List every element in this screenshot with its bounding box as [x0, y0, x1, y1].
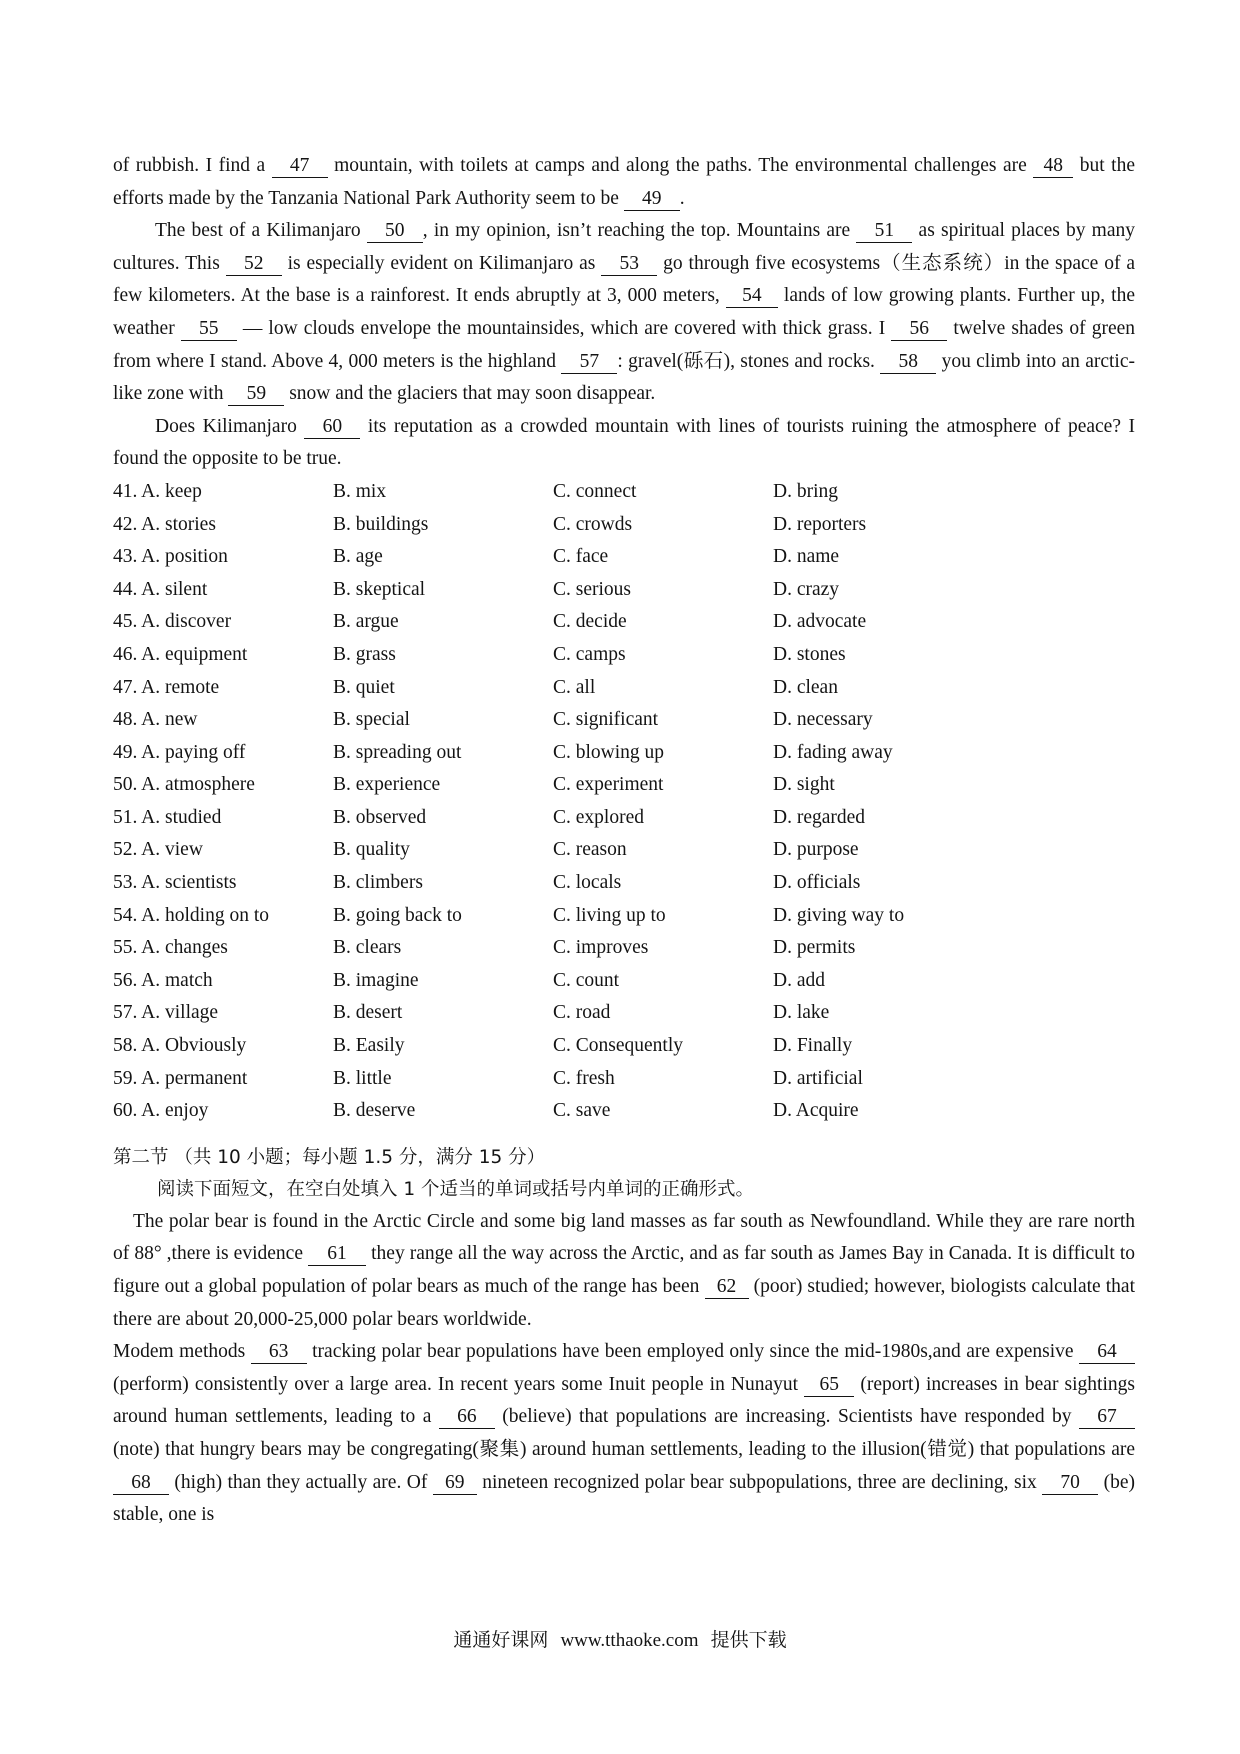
blank-58: 58 [880, 351, 936, 374]
option-a: 46. A. equipment [113, 643, 248, 665]
blank-67: 67 [1079, 1406, 1135, 1429]
option-row-44 [113, 574, 1135, 607]
option-row-60 [113, 1095, 1135, 1128]
option-c: C. face [553, 546, 609, 568]
option-d: D. giving way to [773, 904, 905, 926]
option-c: C. reason [553, 839, 627, 861]
footer-url-link[interactable]: www.tthaoke.com [560, 1630, 699, 1651]
option-row-51 [113, 802, 1135, 835]
text-segment: its reputation as a crowded mountain with lines of tourists ruining the atmosphere of peace? I found the opposite to be true. [113, 415, 1135, 470]
option-b: B. quiet [333, 676, 395, 698]
text-segment: (report) increases in bear sightings around human settlements, leading to a [113, 1373, 1135, 1428]
answer-options [113, 476, 1135, 1128]
option-b: B. going back to [333, 904, 462, 926]
option-c: C. locals [553, 872, 622, 894]
option-c: C. crowds [553, 513, 633, 535]
option-b: B. argue [333, 611, 399, 633]
option-a: 48. A. new [113, 709, 198, 731]
option-b: B. experience [333, 774, 441, 796]
option-d: D. bring [773, 480, 838, 502]
blank-52: 52 [226, 253, 282, 276]
option-c: C. connect [553, 480, 637, 502]
option-c: C. count [553, 969, 620, 991]
blank-61: 61 [308, 1243, 366, 1266]
option-a: 49. A. paying off [113, 741, 246, 763]
text-segment: (perform) consistently over a large area. In recent years some Inuit people in Nunayut [113, 1373, 805, 1395]
text-segment: but the efforts made by the Tanzania National Park Authority seem to be [113, 155, 1135, 209]
option-b: B. special [333, 709, 410, 731]
text-segment: (note) that hungry bears may be congregating(聚集) around human settlements, leading to the illusion(错觉) that populations are [113, 1438, 1135, 1460]
option-a: 59. A. permanent [113, 1067, 248, 1089]
option-b: B. deserve [333, 1100, 416, 1122]
option-b: B. little [333, 1067, 392, 1089]
option-row-59 [113, 1063, 1135, 1096]
option-d: D. add [773, 969, 825, 991]
option-c: C. decide [553, 611, 627, 633]
option-c: C. improves [553, 937, 649, 959]
text-segment: of rubbish. I find a [113, 155, 272, 176]
option-b: B. climbers [333, 872, 423, 894]
option-d: D. lake [773, 1002, 830, 1024]
option-b: B. mix [333, 480, 387, 502]
option-c: C. camps [553, 643, 626, 665]
option-a: 45. A. discover [113, 611, 232, 633]
option-b: B. buildings [333, 513, 429, 535]
option-a: 51. A. studied [113, 806, 222, 828]
text-segment: mountain, with toilets at camps and along the paths. The environmental challenges are [327, 155, 1034, 176]
option-d: D. reporters [773, 513, 867, 535]
option-b: B. clears [333, 937, 402, 959]
option-a: 47. A. remote [113, 676, 220, 698]
text-segment: lands of low growing plants. Further up, the weather [113, 285, 1135, 339]
blank-66: 66 [439, 1406, 495, 1429]
option-b: B. spreading out [333, 741, 462, 763]
option-row-47 [113, 672, 1135, 705]
option-a: 57. A. village [113, 1002, 219, 1024]
blank-60: 60 [304, 416, 360, 439]
footer-suffix: 提供下载 [710, 1629, 787, 1651]
footer-site-name: 通通好课网 [453, 1629, 549, 1651]
text-segment: , in my opinion, isn’t reaching the top. Mountains are [422, 220, 857, 242]
option-d: D. regarded [773, 806, 866, 828]
blank-70: 70 [1042, 1472, 1098, 1495]
option-c: C. fresh [553, 1067, 615, 1089]
option-row-46 [113, 639, 1135, 672]
text-segment: go through five ecosystems（生态系统）in the space of a few kilometers. At the base is a rainforest. It ends abruptly at 3, 000 meters, [113, 252, 1135, 307]
blank-49: 49 [624, 188, 680, 211]
option-a: 55. A. changes [113, 937, 228, 959]
option-row-45 [113, 606, 1135, 639]
option-row-54 [113, 900, 1135, 933]
blank-51: 51 [856, 220, 912, 243]
option-c: C. road [553, 1002, 611, 1024]
blank-53: 53 [601, 253, 657, 276]
option-a: 50. A. atmosphere [113, 774, 255, 796]
option-a: 56. A. match [113, 969, 213, 991]
option-row-48 [113, 704, 1135, 737]
blank-48: 48 [1033, 155, 1073, 178]
option-b: B. grass [333, 643, 396, 665]
option-c: C. Consequently [553, 1035, 683, 1057]
option-d: D. officials [773, 872, 861, 894]
section2-heading: 第二节 （共 10 小题；每小题 1.5 分，满分 15 分） [113, 1146, 546, 1168]
passage1-paragraph-3 [113, 411, 1135, 476]
option-c: C. experiment [553, 774, 664, 796]
blank-64: 64 [1079, 1341, 1135, 1364]
option-d: D. necessary [773, 709, 873, 731]
option-a: 54. A. holding on to [113, 904, 270, 926]
blank-56: 56 [891, 318, 947, 341]
option-row-43 [113, 541, 1135, 574]
option-b: B. Easily [333, 1035, 405, 1057]
text-segment: — low clouds envelope the mountainsides, which are covered with thick grass. I [236, 317, 892, 339]
blank-47: 47 [272, 155, 328, 178]
passage2-paragraph-1 [113, 1206, 1135, 1336]
option-row-53 [113, 867, 1135, 900]
blank-54: 54 [726, 285, 778, 308]
option-c: C. all [553, 676, 596, 698]
passage1-paragraph-1 [113, 150, 1135, 215]
page-footer [0, 1625, 1240, 1652]
text-segment: (believe) that populations are increasing. Scientists have responded by [494, 1406, 1079, 1428]
option-d: D. stones [773, 643, 846, 665]
option-a: 42. A. stories [113, 513, 216, 535]
option-row-52 [113, 834, 1135, 867]
blank-69: 69 [433, 1472, 477, 1495]
passage1-paragraph-2 [113, 215, 1135, 411]
text-segment: Modem methods [113, 1341, 251, 1363]
option-a: 53. A. scientists [113, 872, 237, 894]
option-a: 41. A. keep [113, 480, 202, 502]
text-segment: The best of a Kilimanjaro [155, 220, 367, 242]
option-row-42 [113, 509, 1135, 542]
option-b: B. observed [333, 806, 427, 828]
exam-page [113, 150, 1135, 1532]
option-d: D. sight [773, 774, 835, 796]
passage2-paragraph-2 [113, 1336, 1135, 1532]
option-b: B. skeptical [333, 578, 426, 600]
option-row-41 [113, 476, 1135, 509]
text-segment: (high) than they actually are. Of [169, 1471, 433, 1493]
option-d: D. name [773, 546, 840, 568]
option-a: 58. A. Obviously [113, 1035, 247, 1057]
text-segment: . [679, 187, 685, 209]
text-segment: they range all the way across the Arctic, and as far south as James Bay in Canada. It is difficult to figure out a global population of polar bears as much of the range has been [113, 1243, 1135, 1297]
text-segment: nineteen recognized polar bear subpopulations, three are declining, six [476, 1471, 1043, 1493]
text-segment: snow and the glaciers that may soon disappear. [284, 383, 656, 405]
option-row-58 [113, 1030, 1135, 1063]
option-c: C. explored [553, 806, 644, 828]
text-segment: : gravel(砾石), stones and rocks. [617, 350, 881, 372]
blank-57: 57 [561, 351, 617, 374]
option-c: C. serious [553, 578, 631, 600]
text-segment: is especially evident on Kilimanjaro as [281, 252, 602, 274]
option-c: C. blowing up [553, 741, 665, 763]
text-segment: tracking polar bear populations have been employed only since the mid-1980s,and are expensive [306, 1341, 1079, 1363]
option-row-49 [113, 737, 1135, 770]
option-d: D. Finally [773, 1035, 853, 1057]
option-d: D. crazy [773, 578, 840, 600]
option-d: D. fading away [773, 741, 893, 763]
option-d: D. advocate [773, 611, 867, 633]
text-segment: twelve shades of green from where I stand. Above 4, 000 meters is the highland [113, 317, 1136, 372]
option-c: C. save [553, 1100, 611, 1122]
blank-65: 65 [804, 1374, 854, 1397]
option-row-56 [113, 965, 1135, 998]
option-b: B. desert [333, 1002, 403, 1024]
blank-50: 50 [367, 220, 423, 243]
text-segment: as spiritual places by many cultures. This [113, 220, 1136, 274]
option-row-50 [113, 769, 1135, 802]
text-segment: (be) stable, one is [113, 1471, 1135, 1526]
option-a: 44. A. silent [113, 578, 208, 600]
option-b: B. quality [333, 839, 410, 861]
option-row-55 [113, 932, 1135, 965]
option-a: 43. A. position [113, 546, 228, 568]
option-d: D. clean [773, 676, 838, 698]
blank-55: 55 [181, 318, 237, 341]
text-segment: (poor) studied; however, biologists calculate that there are about 20,000-25,000 polar bears worldwide. [113, 1276, 1136, 1330]
option-d: D. artificial [773, 1067, 863, 1089]
text-segment: Does Kilimanjaro [155, 415, 305, 437]
option-a: 52. A. view [113, 839, 203, 861]
option-d: D. permits [773, 937, 856, 959]
option-a: 60. A. enjoy [113, 1100, 209, 1122]
option-c: C. living up to [553, 904, 666, 926]
option-c: C. significant [553, 709, 659, 731]
option-d: D. Acquire [773, 1100, 859, 1122]
option-row-57 [113, 997, 1135, 1030]
blank-62: 62 [705, 1276, 749, 1299]
option-d: D. purpose [773, 839, 859, 861]
text-segment: The polar bear is found in the Arctic Circle and some big land masses as far south as Newfoundland. While they are rare north of 88° ,there is evidence [113, 1210, 1135, 1265]
section2-instruction: 阅读下面短文，在空白处填入 1 个适当的单词或括号内单词的正确形式。 [157, 1178, 755, 1200]
text-segment: you climb into an arctic-like zone with [113, 350, 1135, 405]
blank-68: 68 [113, 1472, 169, 1495]
option-b: B. age [333, 546, 383, 568]
blank-59: 59 [228, 383, 284, 406]
blank-63: 63 [251, 1341, 307, 1364]
option-b: B. imagine [333, 969, 419, 991]
